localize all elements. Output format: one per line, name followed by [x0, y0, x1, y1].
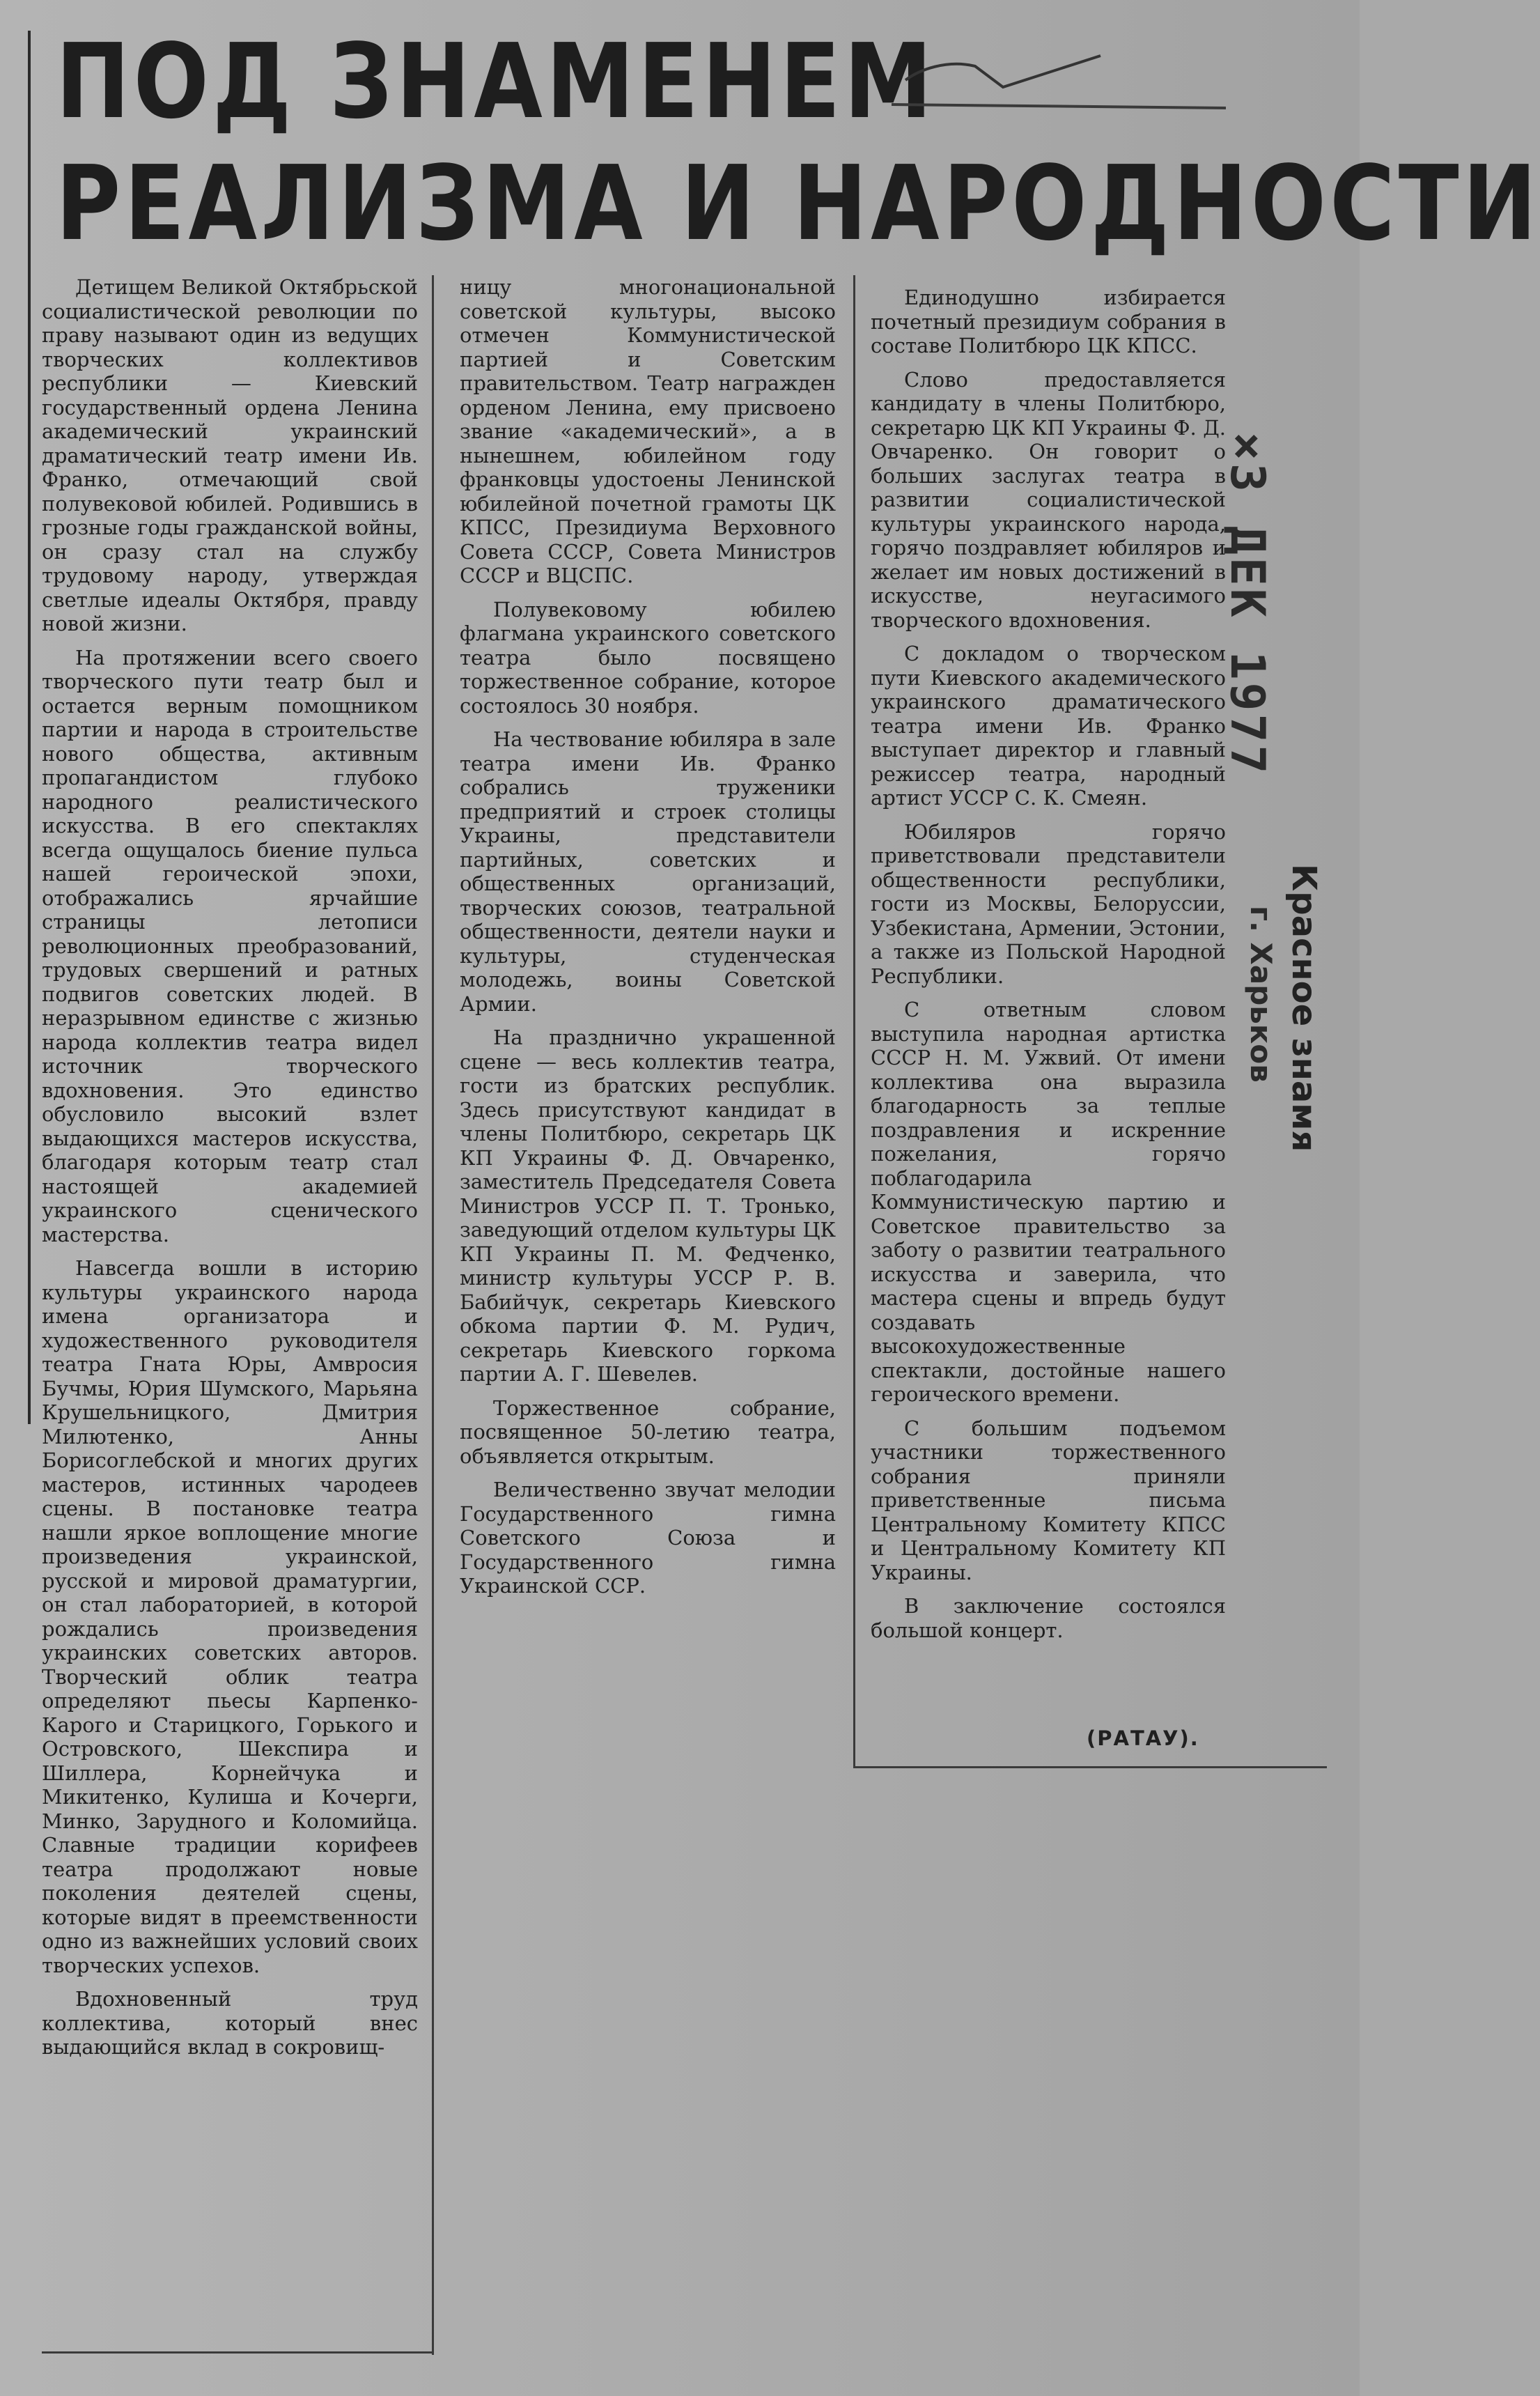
paragraph: ницу многонациональной советской культуры, высоко отмечен Коммунистической партией и Советским правительством. Театр награжден орденом Ленина, ему присвоено звание «академический», а в нынешнем, юбилейном году франковцы удостоены Ленинской юбилейной почетной грамоты ЦК КПСС, Президиума Верховного Совета СССР, Совета Министров СССР и ВЦСПС.	[460, 275, 836, 587]
clipping-border	[28, 31, 40, 1424]
article-column-3	[871, 286, 1226, 1652]
column-bottom-rule	[42, 2351, 432, 2354]
paragraph: С докладом о творческом пути Киевского академического украинского драматического театра имени Ив. Франко выступает директор и главный режиссер театра, народный артист УССР С. К. Смеян.	[871, 642, 1226, 810]
headline-line-1: ПОД ЗНАМЕНЕМ	[56, 22, 936, 141]
date-stamp: ×3 ДЕК 1977	[1220, 432, 1275, 777]
paragraph: В заключение состоялся большой концерт.	[871, 1594, 1226, 1642]
city-stamp: г. Харьков	[1244, 906, 1278, 1083]
article-bottom-rule	[853, 1766, 1327, 1768]
paragraph: Полувековому юбилею флагмана украинского советского театра было посвящено торжественное собрание, которое состоялось 30 ноября.	[460, 597, 836, 718]
paragraph: Детищем Великой Октябрьской социалистической революции по праву называют один из ведущих творческих коллективов республики — Киевский государственный ордена Ленина академический украинский драматический театр имени Ив. Франко, отмечающий свой полувековой юбилей. Родившись в грозные годы гражданской войны, он сразу стал на службу трудовому народу, утверждая светлые идеалы Октября, правду новой жизни.	[42, 275, 418, 635]
paragraph: Вдохновенный труд коллектива, который внес выдающийся вклад в сокровищ-	[42, 1987, 418, 2059]
column-rule	[853, 275, 855, 1766]
paragraph: С ответным словом выступила народная артистка СССР Н. М. Ужвий. От имени коллектива она выразила благодарность за теплые поздравления и искренние пожелания, горячо поблагодарила Коммунистическую партию и Советское правительство за заботу о развитии театрального искусства и заверила, что мастера сцены и впредь будут создавать высокохудожественные спектакли, достойные нашего героического времени.	[871, 998, 1226, 1406]
headline-line-2: РЕАЛИЗМА И НАРОДНОСТИ	[56, 144, 1540, 263]
paragraph: На протяжении всего своего творческого пути театр был и остается верным помощником партии и народа в строительстве нового общества, активным пропагандистом глубоко народного реалистического искусства. В его спектаклях всегда ощущалось биение пульса нашей героической эпохи, отображались ярчайшие страницы летописи революционных преобразований, трудовых свершений и ратных подвигов советских людей. В неразрывном единстве с жизнью народа коллектив театра видел источник творческого вдохновения. Это единство обусловило высокий взлет выдающихся мастеров искусства, благодаря которым театр стал настоящей академией украинского сценического мастерства.	[42, 645, 418, 1246]
article-column-2	[460, 275, 836, 1608]
paragraph: С большим подъемом участники торжественного собрания приняли приветственные письма Центральному Комитету КПСС и Центральному Комитету КП Украины.	[871, 1416, 1226, 1584]
paragraph: Юбиляров горячо приветствовали представители общественности республики, гости из Москвы, Белоруссии, Узбекистана, Армении, Эстонии, а также из Польской Народной Республики.	[871, 819, 1226, 988]
paragraph: На празднично украшенной сцене — весь коллектив театра, гости из братских республик. Здесь присутствуют кандидат в члены Политбюро, секретарь ЦК КП Украины Ф. Д. Овчаренко, заместитель Председателя Совета Министров УССР П. Т. Тронько, заведующий отделом культуры ЦК КП Украины П. М. Федченко, министр культуры УССР Р. В. Бабийчук, секретарь Киевского обкома партии Ф. М. Рудич, секретарь Киевского горкома партии А. Г. Шевелев.	[460, 1026, 836, 1386]
pen-check-mark	[892, 38, 1254, 122]
source-stamp: Красное знамя	[1284, 864, 1323, 1152]
paragraph: Единодушно избирается почетный президиум собрания в составе Политбюро ЦК КПСС.	[871, 286, 1226, 357]
paragraph: На чествование юбиляра в зале театра имени Ив. Франко собрались труженики предприятий и строек столицы Украины, представители партийных, советских и общественных организаций, творческих союзов, театральной общественности, деятели науки и культуры, студенческая молодежь, воины Советской Армии.	[460, 727, 836, 1016]
paragraph: Величественно звучат мелодии Государственного гимна Советского Союза и Государственного гимна Украинской ССР.	[460, 1478, 836, 1598]
paragraph: Навсегда вошли в историю культуры украинского народа имена организатора и художественного руководителя театра Гната Юры, Амвросия Бучмы, Юрия Шумского, Марьяна Крушельницкого, Дмитрия Милютенко, Анны Борисоглебской и многих других мастеров, истинных чародеев сцены. В постановке театра нашли яркое воплощение многие произведения украинской, русской и мировой драматургии, он стал лабораторией, в которой рождались произведения украинских советских авторов. Творческий облик театра определяют пьесы Карпенко-Карого и Старицкого, Горького и Островского, Шекспира и Шиллера, Корнейчука и Микитенко, Кулиша и Кочерги, Минко, Зарудного и Коломийца. Славные традиции корифеев театра продолжают новые поколения деятелей сцены, которые видят в преемственности одно из важнейших условий своих творческих успехов.	[42, 1256, 418, 1977]
paragraph: Торжественное собрание, посвященное 50-летию театра, объявляется открытым.	[460, 1396, 836, 1468]
column-rule	[432, 275, 434, 2355]
paragraph: Слово предоставляется кандидату в члены Политбюро, секретарю ЦК КП Украины Ф. Д. Овчаренко. Он говорит о больших заслугах театра в развитии социалистической культуры украинского народа, горячо поздравляет юбиляров и желает им новых достижений в искусстве, неугасимого творческого вдохновения.	[871, 367, 1226, 632]
agency-signature: (РАТАУ).	[1087, 1726, 1199, 1750]
article-column-1	[42, 275, 418, 2069]
